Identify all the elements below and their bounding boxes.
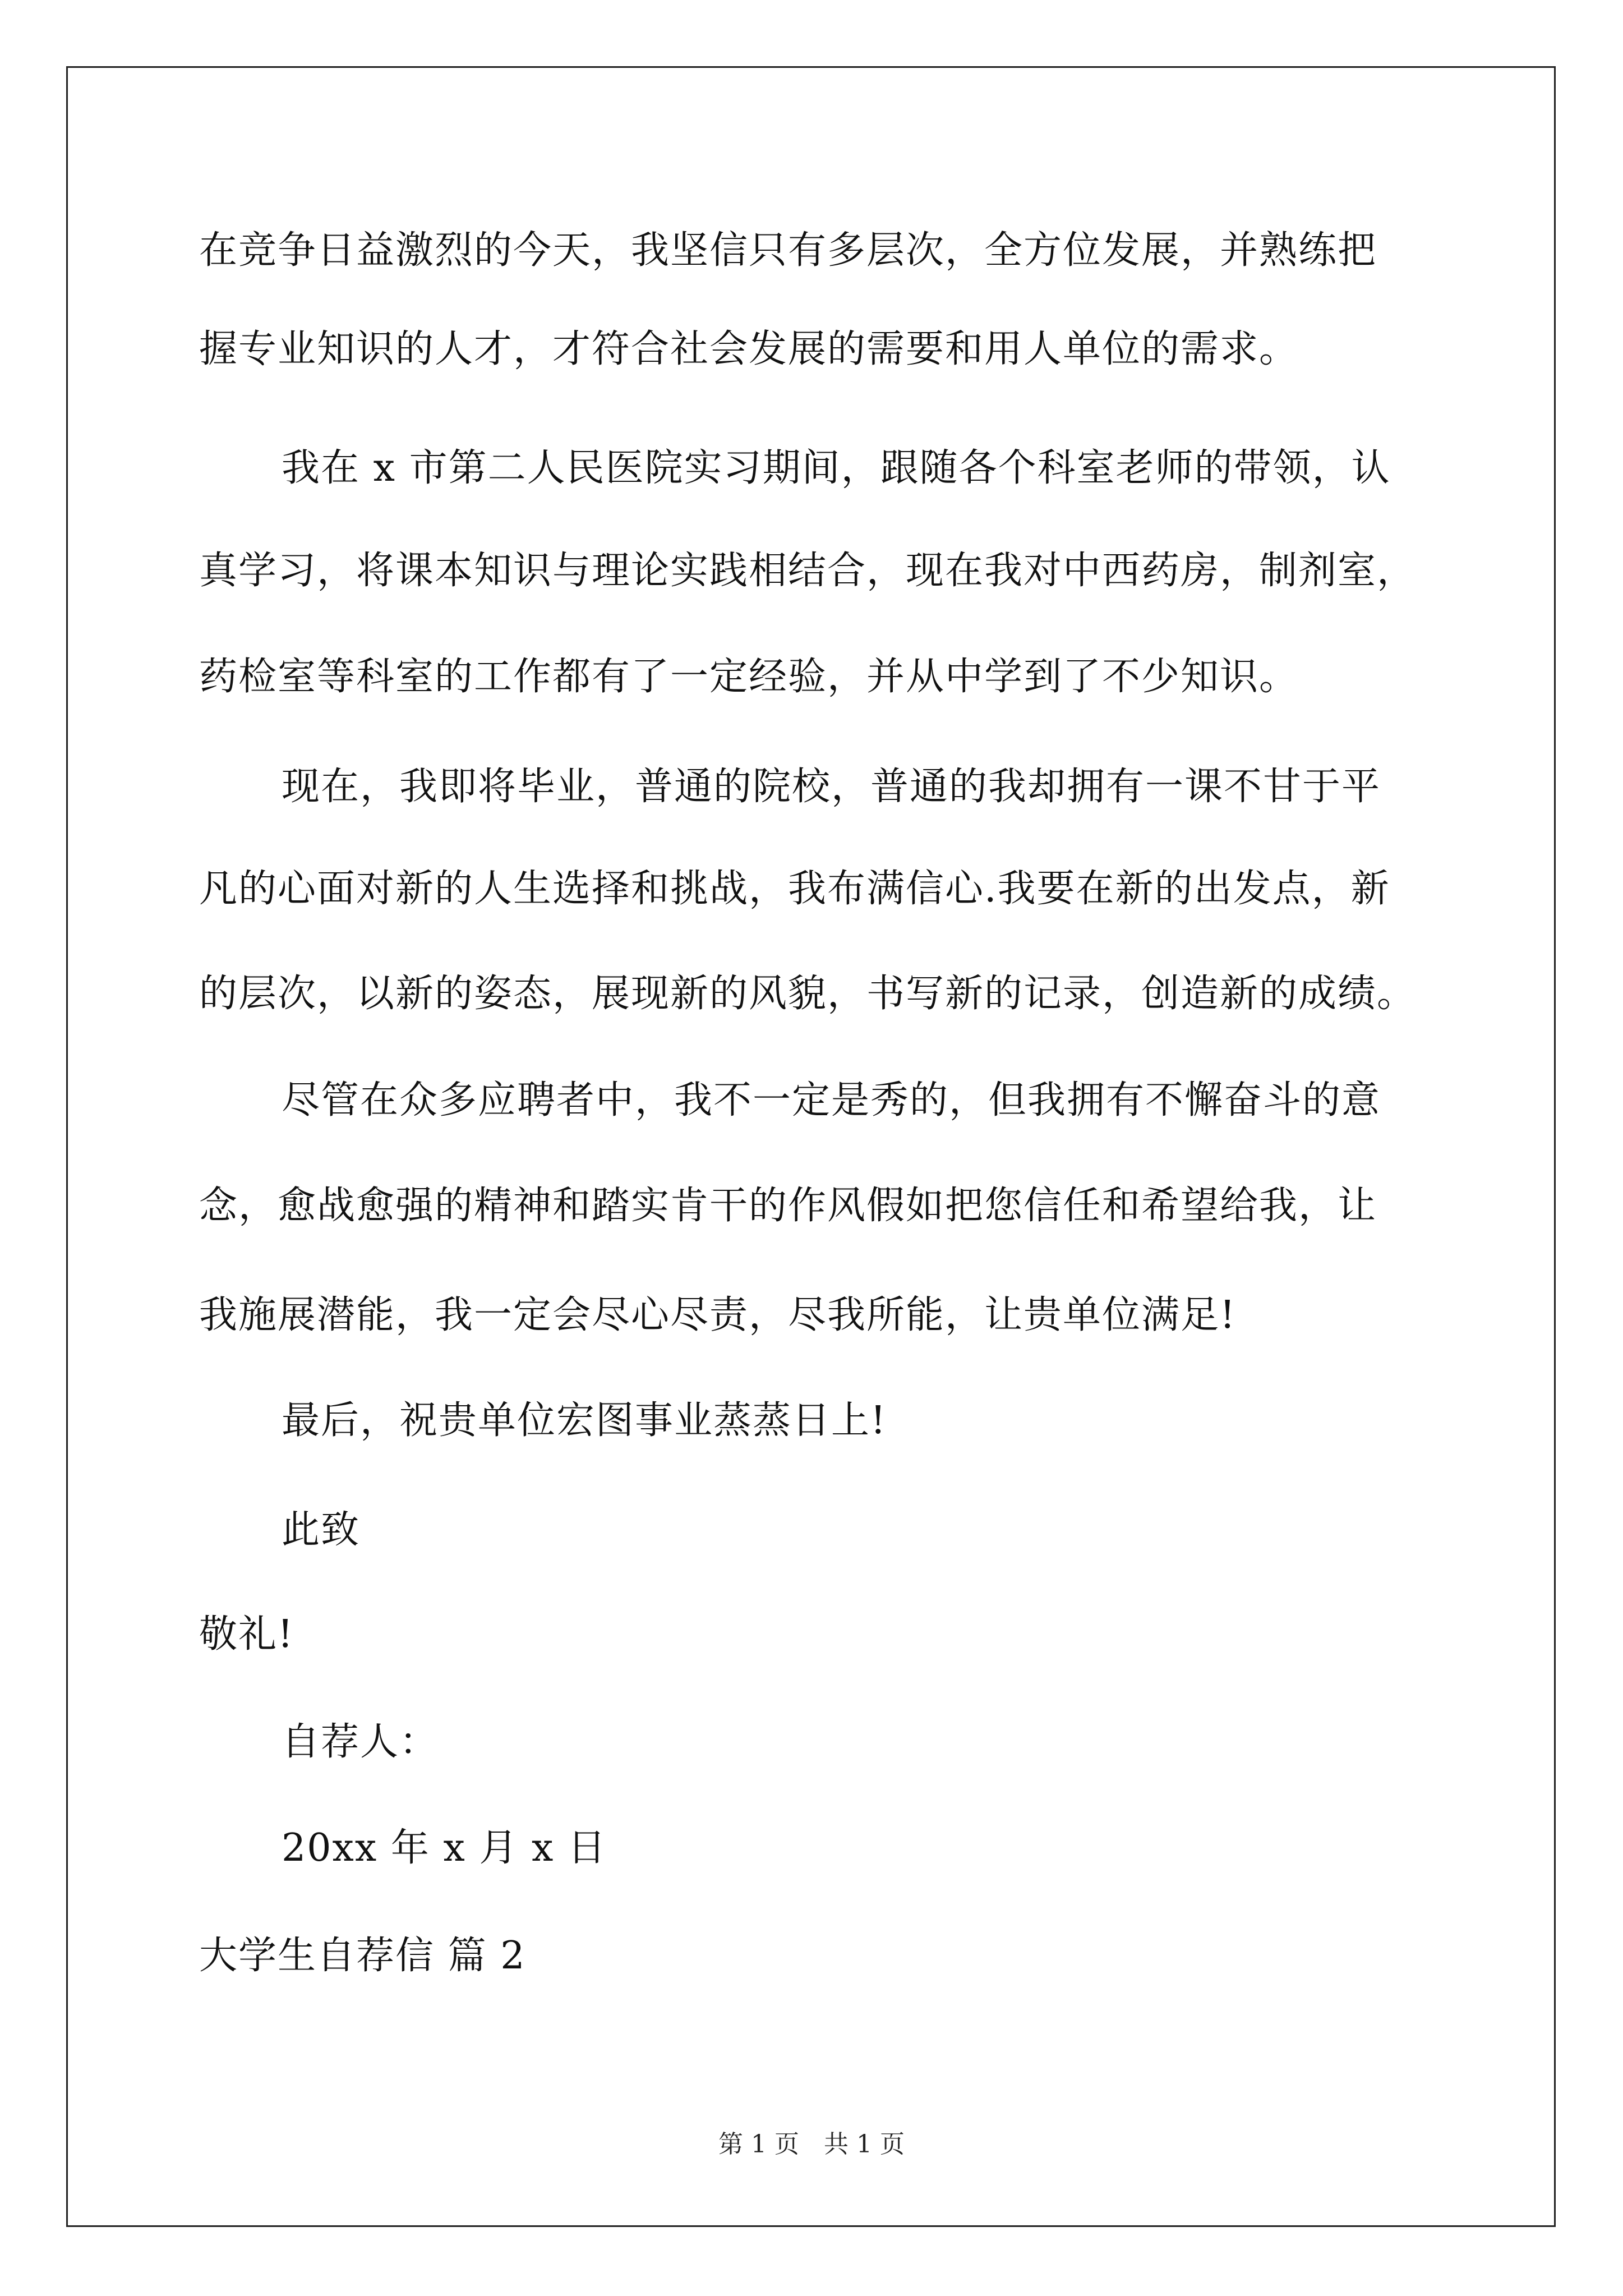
- paragraph-4-line-3: 我施展潜能，我一定会尽心尽责，尽我所能，让贵单位满足!: [199, 1293, 1237, 1337]
- paragraph-3-line-2: 凡的心面对新的人生选择和挑战，我布满信心.我要在新的出发点，新: [199, 867, 1390, 911]
- closing-wish: 最后，祝贵单位宏图事业蒸蒸日上!: [282, 1398, 887, 1443]
- signature-label: 自荐人：: [282, 1720, 439, 1764]
- letter-date: 20xx 年 x 月 x 日: [282, 1826, 607, 1870]
- page-border: [66, 66, 1556, 2227]
- paragraph-3-line-3: 的层次，以新的姿态，展现新的风貌，书写新的记录，创造新的成绩。: [199, 972, 1417, 1016]
- next-section-title: 大学生自荐信 篇 2: [199, 1934, 526, 1978]
- paragraph-1-line-1: 在竞争日益激烈的今天，我坚信只有多层次，全方位发展，并熟练把: [199, 228, 1377, 273]
- paragraph-1-line-2: 握专业知识的人才，才符合社会发展的需要和用人单位的需求。: [199, 327, 1299, 371]
- paragraph-4-line-2: 念，愈战愈强的精神和踏实肯干的作风假如把您信任和希望给我，让: [199, 1184, 1377, 1228]
- paragraph-2-line-1: 我在 x 市第二人民医院实习期间，跟随各个科室老师的带领，认: [282, 446, 1391, 490]
- paragraph-3-line-1: 现在，我即将毕业，普通的院校，普通的我却拥有一课不甘于平: [282, 765, 1381, 809]
- salutation-cizhi: 此致: [282, 1508, 361, 1552]
- paragraph-2-line-2: 真学习，将课本知识与理论实践相结合，现在我对中西药房，制剂室，: [199, 549, 1417, 593]
- page-footer: 第 1 页 共 1 页: [718, 2130, 905, 2159]
- paragraph-2-line-3: 药检室等科室的工作都有了一定经验，并从中学到了不少知识。: [199, 655, 1299, 699]
- paragraph-4-line-1: 尽管在众多应聘者中，我不一定是秀的，但我拥有不懈奋斗的意: [282, 1078, 1381, 1122]
- salutation-jingli: 敬礼!: [199, 1612, 294, 1657]
